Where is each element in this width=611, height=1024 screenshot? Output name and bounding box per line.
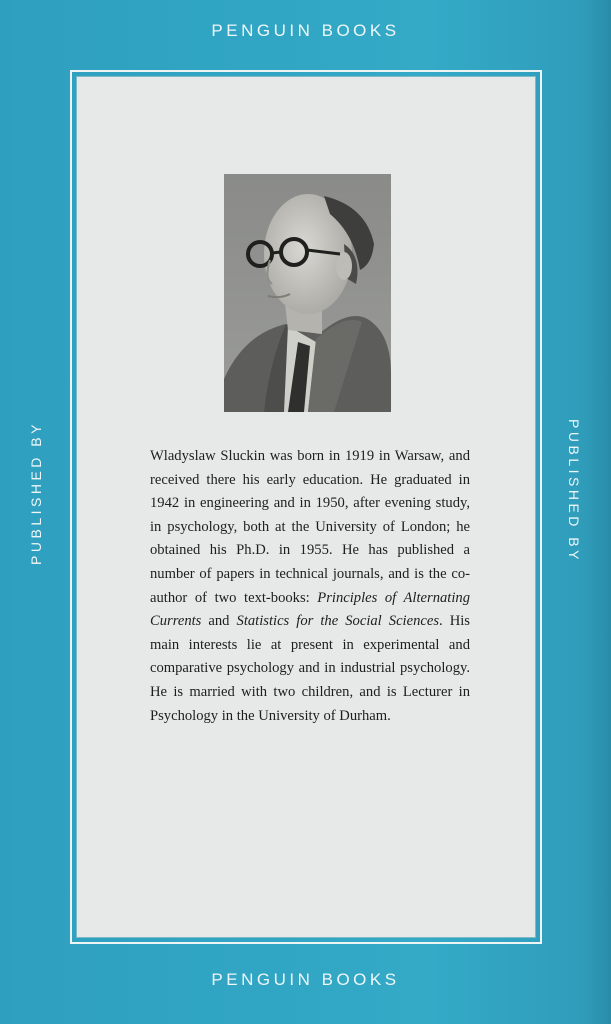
portrait-illustration	[224, 174, 391, 412]
book-title-principles: Principles of Alternating Currents	[150, 589, 470, 630]
published-by-right: PUBLISHED BY	[566, 419, 582, 563]
author-panel-frame	[70, 70, 542, 944]
biography-paragraph	[150, 445, 470, 728]
author-biography	[150, 445, 470, 728]
bio-text-part1: Wladyslaw Sluckin was born in 1919 in Warsaw, and received there his early education. He graduated in 1942 in engineering and in 1950, after evening study, in psychology, both at the University of London; he obtained his Ph.D. in 1955. He has published a number of papers in technical journals, and is the co-author of two text-books:	[150, 448, 470, 606]
book-title-statistics: Statistics for the Social Sciences	[236, 613, 440, 630]
published-by-left: PUBLISHED BY	[28, 421, 44, 565]
bio-text-part3: . His main interests lie at present in experimental and comparative psychology and in industrial psychology. He is married with two children, and is Lecturer in Psychology in the University of Durham.	[150, 613, 470, 724]
author-portrait-photo	[224, 174, 391, 412]
publisher-name-top: PENGUIN BOOKS	[211, 21, 400, 40]
author-panel	[76, 76, 536, 938]
publisher-name-bottom: PENGUIN BOOKS	[211, 970, 400, 989]
bio-text-part2: and	[201, 613, 237, 630]
cover-edge-shadow	[583, 0, 611, 1024]
